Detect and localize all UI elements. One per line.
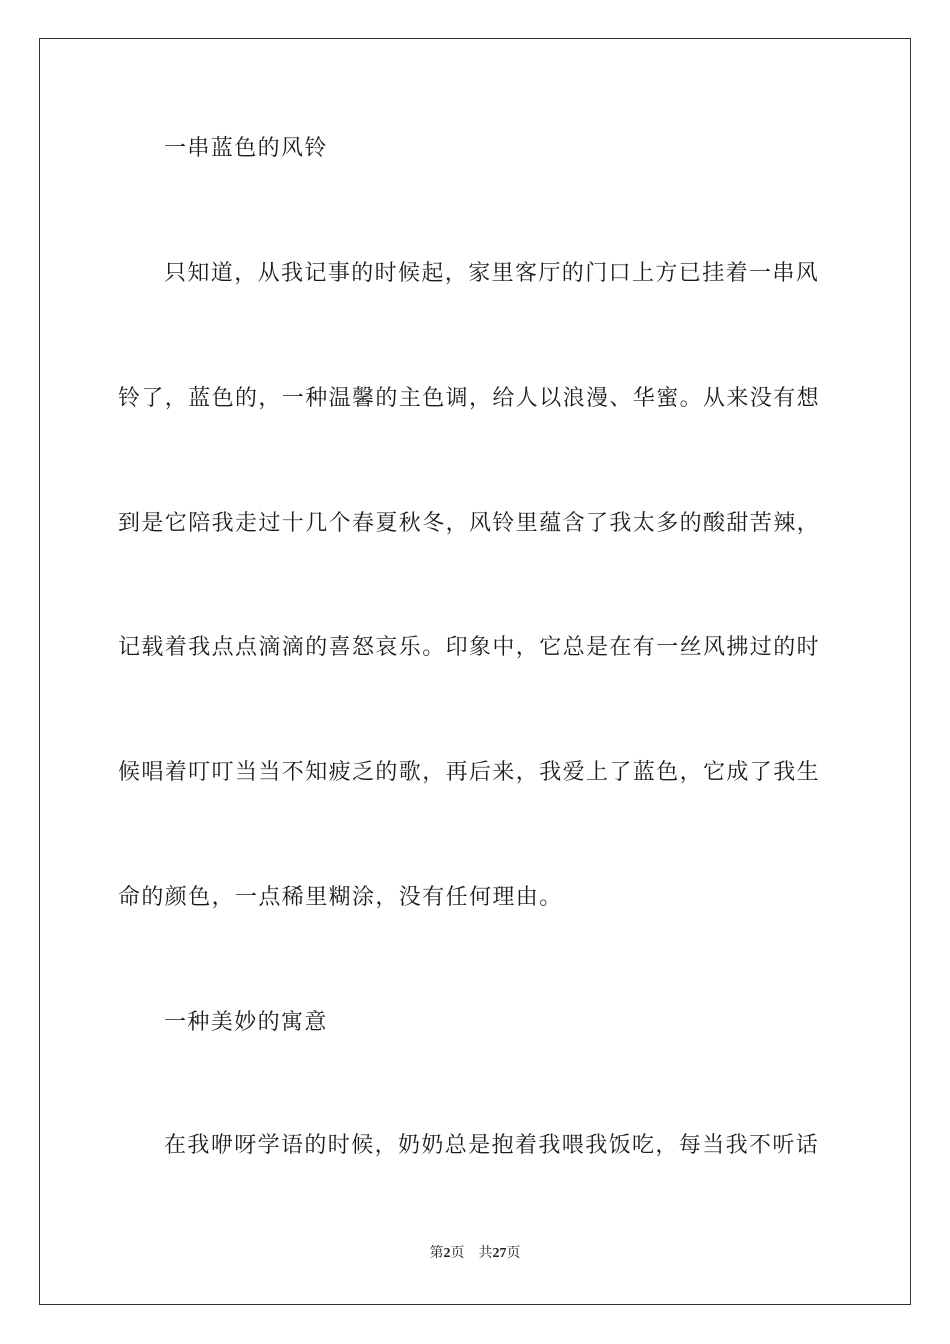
page-border — [39, 38, 911, 1305]
paragraph-2-line-1: 在我咿呀学语的时候，奶奶总是抱着我喂我饭吃，每当我不听话 — [164, 1133, 820, 1158]
total-prefix: 共 — [478, 1246, 493, 1261]
page-number: 2 — [443, 1246, 451, 1261]
page-prefix: 第 — [429, 1246, 444, 1261]
page-footer — [0, 1244, 950, 1264]
total-pages: 27 — [492, 1246, 507, 1261]
total-suffix: 页 — [506, 1246, 521, 1261]
paragraph-1-line-5: 候唱着叮叮当当不知疲乏的歌，再后来，我爱上了蓝色，它成了我生 — [118, 760, 821, 785]
section-heading-2: 一种美妙的寓意 — [164, 1010, 328, 1035]
section-heading-1: 一串蓝色的风铃 — [164, 136, 328, 161]
paragraph-1-line-4: 记载着我点点滴滴的喜怒哀乐。印象中，它总是在有一丝风拂过的时 — [118, 635, 821, 660]
paragraph-1-line-6: 命的颜色，一点稀里糊涂，没有任何理由。 — [118, 885, 563, 910]
paragraph-1-line-2: 铃了，蓝色的，一种温馨的主色调，给人以浪漫、华蜜。从来没有想 — [118, 386, 821, 411]
paragraph-1-line-3: 到是它陪我走过十几个春夏秋冬，风铃里蕴含了我太多的酸甜苦辣， — [118, 511, 821, 536]
paragraph-1-line-1: 只知道，从我记事的时候起，家里客厅的门口上方已挂着一串风 — [164, 261, 820, 286]
page-suffix: 页 — [450, 1246, 465, 1261]
